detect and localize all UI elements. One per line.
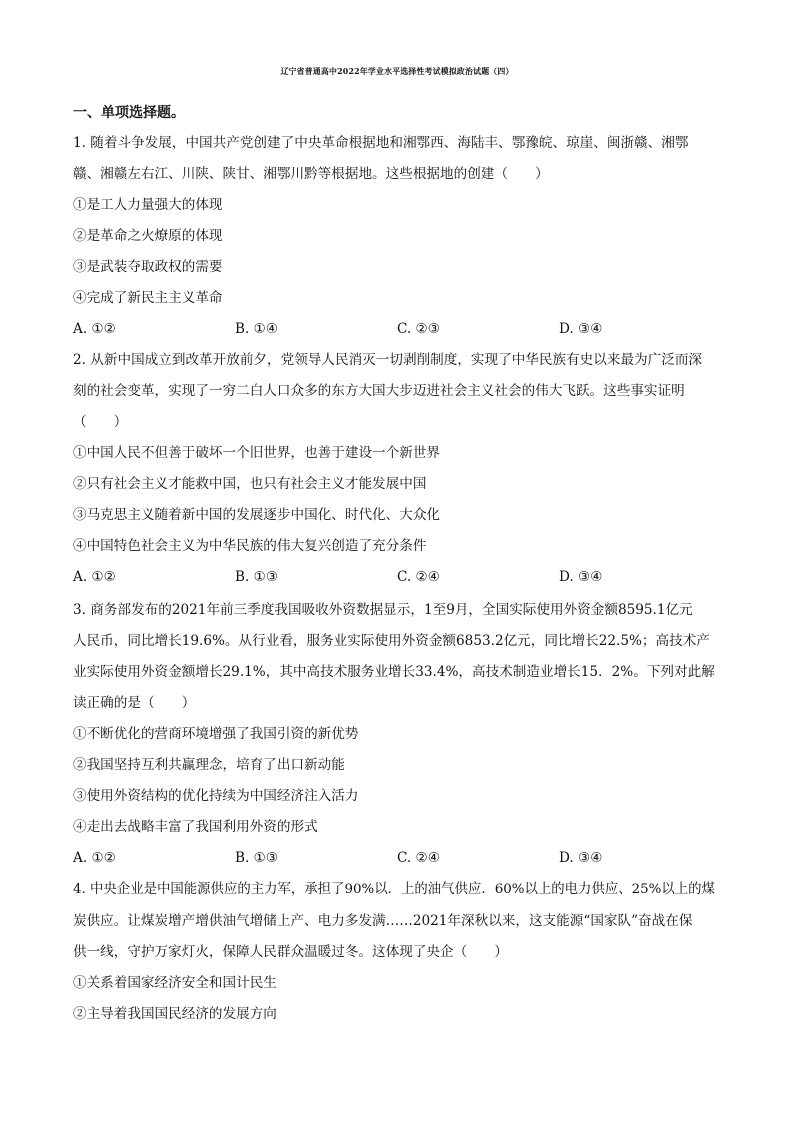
question-4-stem-line-3: 供一线，守护万家灯火，保障人民群众温暖过冬。这体现了央企（ ） — [73, 944, 508, 960]
question-3-stem-line-2: 人民币，同比增长19.6%。从行业看，服务业实际使用外资金额6853.2亿元，同比增长22.5%；高技术产 — [73, 633, 710, 649]
question-1-option-c[interactable]: C. ②③ — [397, 321, 440, 337]
question-1-stem-line-2: 赣、湘赣左右江、川陕、陕甘、湘鄂川黔等根据地。这些根据地的创建（ ） — [73, 166, 549, 182]
question-2-option-b[interactable]: B. ①③ — [235, 569, 279, 585]
question-3-stem-line-4: 读正确的是（ ） — [73, 695, 196, 711]
question-1-item-1: ①是工人力量强大的体现 — [73, 197, 223, 213]
question-1-item-3: ③是武装夺取政权的需要 — [73, 259, 223, 275]
question-3-option-a[interactable]: A. ①② — [73, 850, 116, 866]
question-4-stem-line-1: 4. 中央企业是中国能源供应的主力军，承担了90%以．上的油气供应．60%以上的电力供应、25%以上的煤 — [73, 882, 715, 897]
question-2-option-a[interactable]: A. ①② — [73, 569, 116, 585]
question-1-stem-line-1: 1. 随着斗争发展，中国共产党创建了中央革命根据地和湘鄂西、海陆丰、鄂豫皖、琼崖、闽浙赣、湘鄂 — [73, 135, 689, 151]
question-3-item-3: ③使用外资结构的优化持续为中国经济注入活力 — [73, 788, 359, 804]
question-2-stem-line-2: 刻的社会变革，实现了一穷二白人口众多的东方大国大步迈进社会主义社会的伟大飞跃。这些事实证明 — [73, 383, 685, 399]
question-3-item-4: ④走出去战略丰富了我国利用外资的形式 — [73, 819, 318, 835]
question-3-option-d[interactable]: D. ③④ — [559, 850, 603, 866]
question-3-stem-line-3: 业实际使用外资金额增长29.1%，其中高技术服务业增长33.4%，高技术制造业增长15．2%。下列对此解 — [73, 664, 715, 680]
page-title: 辽宁省普通高中2022年学业水平选择性考试模拟政治试题（四） — [280, 67, 514, 76]
question-2-option-d[interactable]: D. ③④ — [559, 569, 603, 585]
question-1-options — [73, 319, 723, 339]
question-4-item-2: ②主导着我国国民经济的发展方向 — [73, 1006, 277, 1022]
question-2-item-2: ②只有社会主义才能救中国，也只有社会主义才能发展中国 — [73, 476, 427, 492]
question-1-option-d[interactable]: D. ③④ — [559, 321, 603, 337]
question-2-option-c[interactable]: C. ②④ — [397, 569, 440, 585]
question-1-item-4: ④完成了新民主主义革命 — [73, 290, 223, 306]
question-2-stem-line-1: 2. 从新中国成立到改革开放前夕，党领导人民消灭一切剥削制度，实现了中华民族有史以来最为广泛而深 — [73, 352, 703, 368]
question-3-stem-line-1: 3. 商务部发布的2021年前三季度我国吸收外资数据显示，1至9月，全国实际使用外资金额8595.1亿元 — [73, 602, 693, 618]
question-3-option-c[interactable]: C. ②④ — [397, 850, 440, 866]
question-2-options — [73, 567, 723, 587]
question-1-option-a[interactable]: A. ①② — [73, 321, 116, 337]
section-heading: 一、单项选择题。 — [73, 105, 185, 121]
question-3-option-b[interactable]: B. ①③ — [235, 850, 279, 866]
question-3-options — [73, 848, 723, 868]
question-1-item-2: ②是革命之火燎原的体现 — [73, 228, 223, 244]
question-4-stem-line-2: 炭供应。让煤炭增产增供油气增储上产、电力多发满……2021年深秋以来，这支能源“国家队”奋战在保 — [73, 913, 693, 929]
question-2-item-4: ④中国特色社会主义为中华民族的伟大复兴创造了充分条件 — [73, 538, 427, 554]
question-2-item-1: ①中国人民不但善于破坏一个旧世界，也善于建设一个新世界 — [73, 445, 441, 461]
question-3-item-1: ①不断优化的营商环境增强了我国引资的新优势 — [73, 726, 359, 742]
question-4-item-1: ①关系着国家经济安全和国计民生 — [73, 975, 277, 991]
question-3-item-2: ②我国坚持互利共赢理念，培育了出口新动能 — [73, 757, 345, 773]
question-2-item-3: ③马克思主义随着新中国的发展逐步中国化、时代化、大众化 — [73, 507, 441, 523]
question-2-stem-line-3: （ ） — [73, 414, 128, 430]
question-1-option-b[interactable]: B. ①④ — [235, 321, 279, 337]
